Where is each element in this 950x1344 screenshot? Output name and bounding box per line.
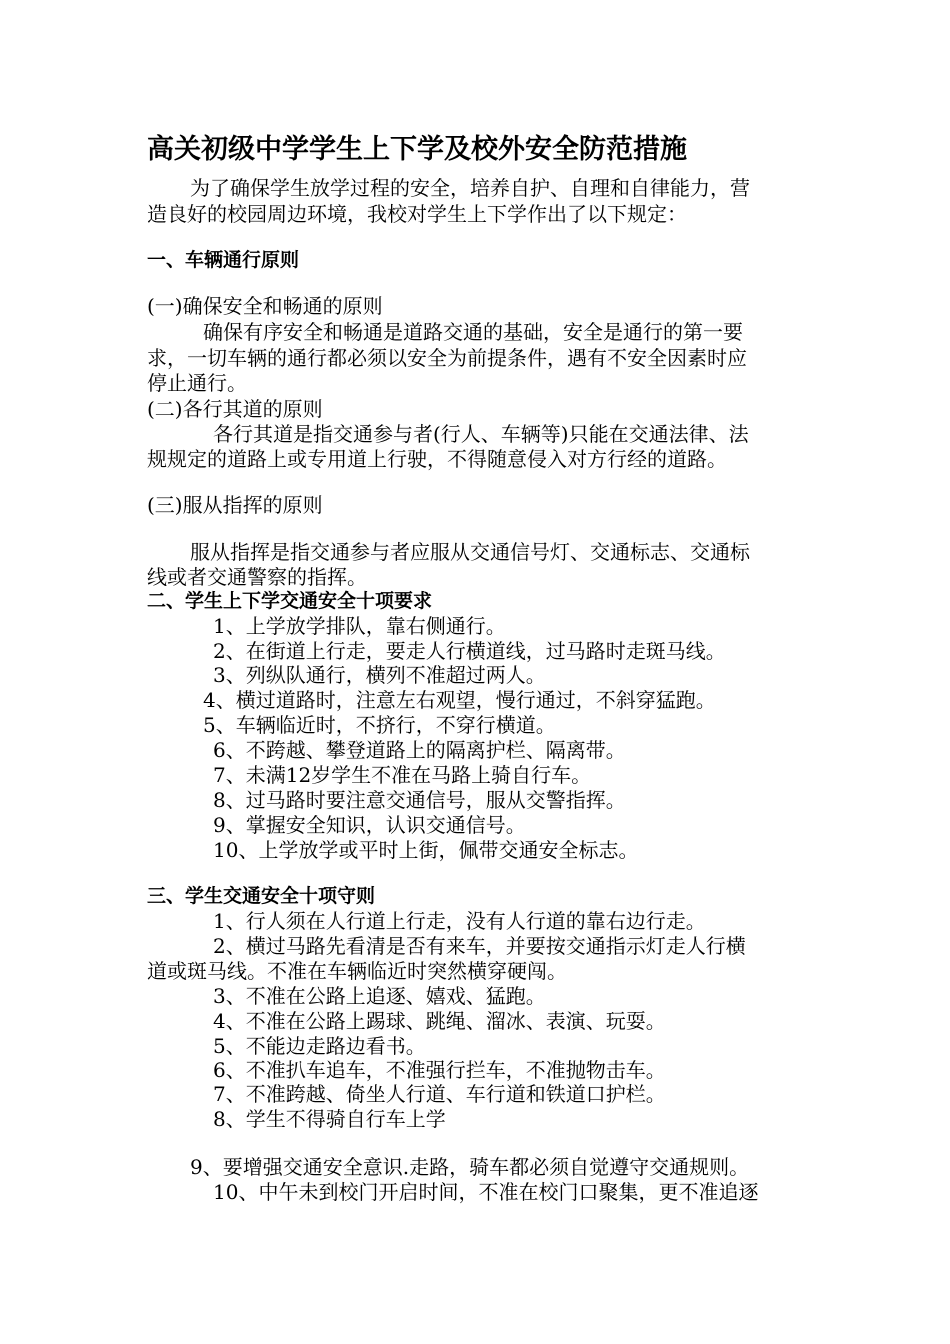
paragraph-line: 各行其道是指交通参与者(行人、车辆等)只能在交通法律、法 bbox=[213, 422, 749, 446]
list-item: 9、要增强交通安全意识.走路，骑车都必须自觉遵守交通规则。 bbox=[190, 1155, 750, 1179]
list-item: 1、行人须在人行道上行走，没有人行道的靠右边行走。 bbox=[213, 909, 706, 933]
list-item: 6、不准扒车追车，不准强行拦车，不准抛物击车。 bbox=[213, 1058, 666, 1082]
list-item: 8、过马路时要注意交通信号，服从交警指挥。 bbox=[213, 788, 626, 812]
list-item: 5、车辆临近时，不挤行，不穿行横道。 bbox=[203, 713, 556, 737]
list-item: 5、不能边走路边看书。 bbox=[213, 1034, 426, 1058]
list-item: 1、上学放学排队，靠右侧通行。 bbox=[213, 614, 506, 638]
paragraph-line: 确保有序安全和畅通是道路交通的基础，安全是通行的第一要 bbox=[203, 320, 743, 344]
section-heading: 一、车辆通行原则 bbox=[147, 249, 300, 271]
list-item: 7、未满12岁学生不准在马路上骑自行车。 bbox=[213, 763, 592, 787]
intro-line: 为了确保学生放学过程的安全，培养自护、自理和自律能力，营 bbox=[190, 176, 750, 200]
list-item: 7、不准跨越、倚坐人行道、车行道和铁道口护栏。 bbox=[213, 1082, 666, 1106]
list-item: 6、不跨越、攀登道路上的隔离护栏、隔离带。 bbox=[213, 738, 626, 762]
list-item-continuation: 道或斑马线。不准在车辆临近时突然横穿硬闯。 bbox=[147, 959, 567, 983]
list-item: 4、横过道路时，注意左右观望，慢行通过，不斜穿猛跑。 bbox=[203, 688, 716, 712]
intro-line: 造良好的校园周边环境，我校对学生上下学作出了以下规定： bbox=[147, 202, 687, 226]
subsection-title: (二)各行其道的原则 bbox=[147, 397, 323, 421]
list-item: 9、掌握安全知识，认识交通信号。 bbox=[213, 813, 526, 837]
list-item: 10、中午未到校门开启时间，不准在校门口聚集，更不准追逐 bbox=[213, 1180, 759, 1204]
paragraph-line: 求，一切车辆的通行都必须以安全为前提条件，遇有不安全因素时应 bbox=[147, 346, 747, 370]
subsection-title: (一)确保安全和畅通的原则 bbox=[147, 294, 383, 318]
list-item: 10、上学放学或平时上街，佩带交通安全标志。 bbox=[213, 838, 639, 862]
document-title: 高关初级中学学生上下学及校外安全防范措施 bbox=[147, 134, 687, 165]
paragraph-line: 服从指挥是指交通参与者应服从交通信号灯、交通标志、交通标 bbox=[190, 540, 750, 564]
paragraph-line: 线或者交通警察的指挥。 bbox=[147, 565, 367, 589]
paragraph-line: 停止通行。 bbox=[147, 371, 247, 395]
list-item: 3、不准在公路上追逐、嬉戏、猛跑。 bbox=[213, 984, 546, 1008]
section-heading: 三、学生交通安全十项守则 bbox=[147, 885, 376, 907]
list-item: 3、列纵队通行，横列不准超过两人。 bbox=[213, 663, 546, 687]
list-item: 4、不准在公路上踢球、跳绳、溜冰、表演、玩耍。 bbox=[213, 1009, 666, 1033]
subsection-title: (三)服从指挥的原则 bbox=[147, 493, 323, 517]
list-item: 2、在街道上行走，要走人行横道线，过马路时走斑马线。 bbox=[213, 639, 726, 663]
section-heading: 二、学生上下学交通安全十项要求 bbox=[147, 590, 433, 612]
list-item: 2、横过马路先看清是否有来车，并要按交通指示灯走人行横 bbox=[213, 934, 746, 958]
paragraph-line: 规规定的道路上或专用道上行驶，不得随意侵入对方行经的道路。 bbox=[147, 447, 727, 471]
list-item: 8、学生不得骑自行车上学 bbox=[213, 1107, 446, 1131]
